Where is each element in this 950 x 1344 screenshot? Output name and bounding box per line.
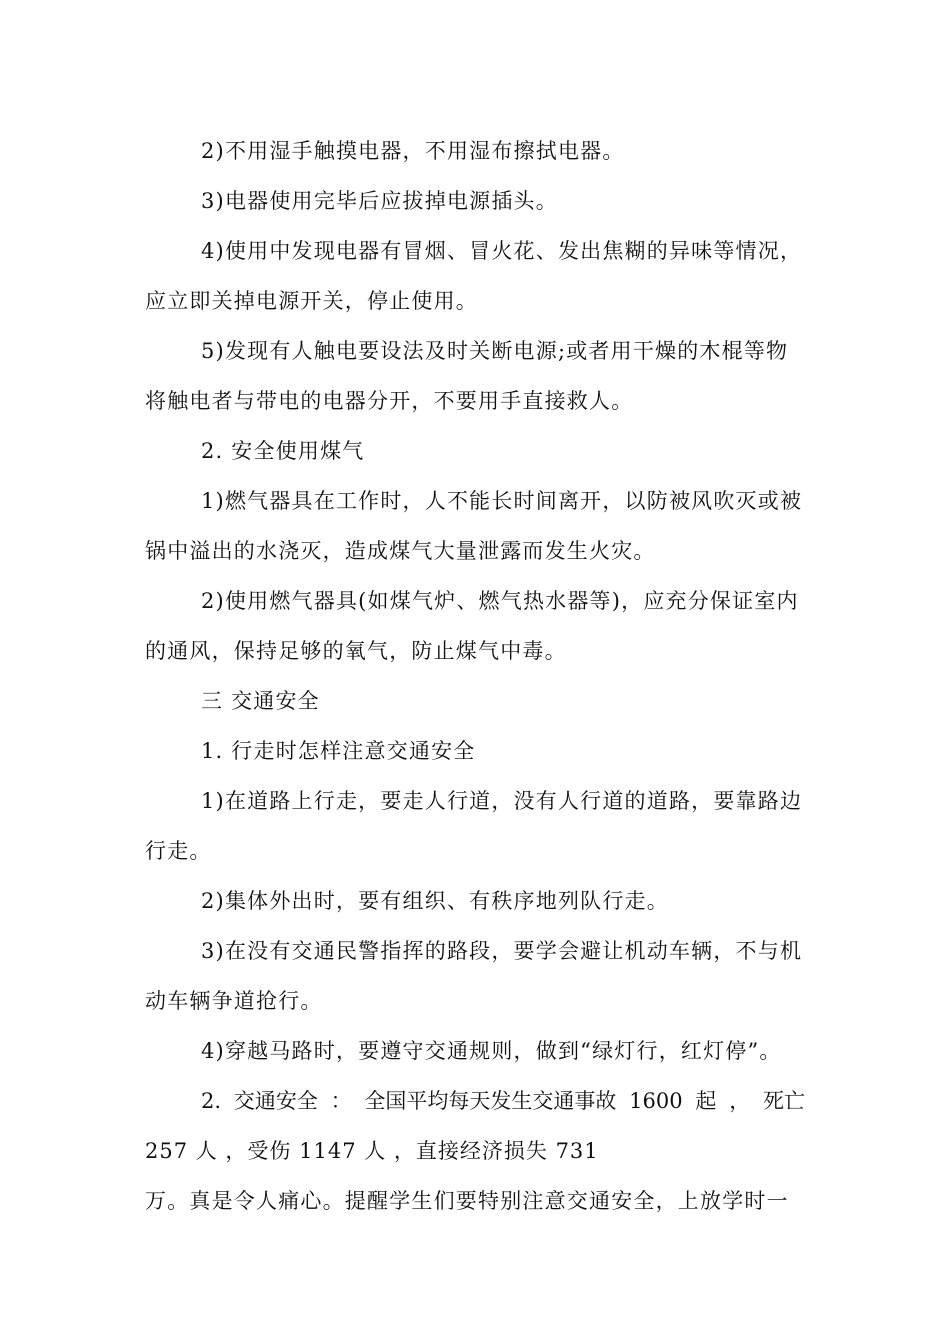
paragraph-line: 万。真是令人痛心。提醒学生们要特别注意交通安全，上放学时一 xyxy=(145,1189,789,1213)
paragraph-line: 锅中溢出的水浇灭，造成煤气大量泄露而发生火灾。 xyxy=(145,539,656,563)
stat-part: 全国平均每天发生交通事故 xyxy=(364,1089,617,1113)
stat-part: ： xyxy=(330,1089,352,1113)
stat-part: 2. xyxy=(201,1089,222,1113)
paragraph-line: 4)穿越马路时，要遵守交通规则，做到“绿灯行，红灯停”。 xyxy=(201,1039,782,1063)
paragraph-line: 动车辆争道抢行。 xyxy=(145,989,323,1013)
paragraph-line: 2)使用燃气器具(如煤气炉、燃气热水器等)，应充分保证室内 xyxy=(201,589,799,613)
statistics-line xyxy=(201,1086,805,1116)
section-heading: 2. 安全使用煤气 xyxy=(201,439,365,463)
stat-part: 死亡 xyxy=(762,1089,805,1113)
section-heading: 1. 行走时怎样注意交通安全 xyxy=(201,739,476,763)
paragraph-line: 1)在道路上行走，要走人行道，没有人行道的道路，要靠路边 xyxy=(201,789,803,813)
paragraph-line: 将触电者与带电的电器分开，不要用手直接救人。 xyxy=(145,389,634,413)
statistics-line-continued: 257 人 ，受伤 1147 人 ，直接经济损失 731 xyxy=(145,1139,599,1163)
paragraph-line: 3)在没有交通民警指挥的路段，要学会避让机动车辆，不与机 xyxy=(201,939,803,963)
paragraph-line: 行走。 xyxy=(145,839,212,863)
stat-part: ， xyxy=(729,1089,751,1113)
paragraph-line: 2)不用湿手触摸电器，不用湿布擦拭电器。 xyxy=(201,139,625,163)
paragraph-line: 3)电器使用完毕后应拔掉电源插头。 xyxy=(201,189,558,213)
paragraph-line: 4)使用中发现电器有冒烟、冒火花、发出焦糊的异味等情况， xyxy=(201,239,803,263)
paragraph-line: 2)集体外出时，要有组织、有秩序地列队行走。 xyxy=(201,889,669,913)
paragraph-line: 应立即关掉电源开关，停止使用。 xyxy=(145,289,478,313)
stat-part: 起 xyxy=(695,1089,717,1113)
stat-part: 交通安全 xyxy=(233,1089,318,1113)
paragraph-line: 1)燃气器具在工作时，人不能长时间离开，以防被风吹灭或被 xyxy=(201,489,803,513)
paragraph-line: 5)发现有人触电要设法及时关断电源;或者用干燥的木棍等物 xyxy=(201,339,789,363)
paragraph-line: 的通风，保持足够的氧气，防止煤气中毒。 xyxy=(145,639,567,663)
stat-part: 1600 xyxy=(629,1089,683,1113)
chapter-heading: 三 交通安全 xyxy=(201,689,320,713)
